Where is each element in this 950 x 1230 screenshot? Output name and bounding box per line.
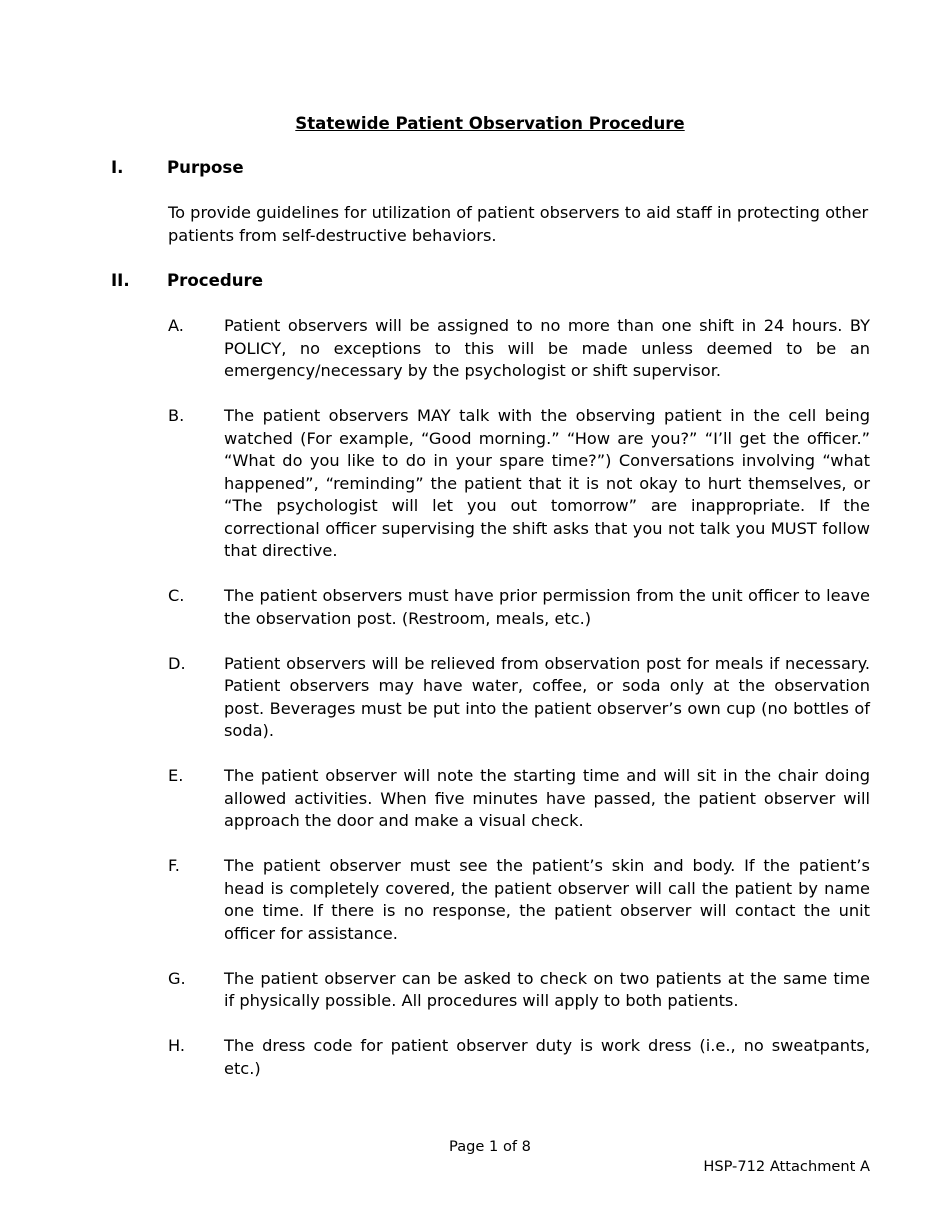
procedure-item-e <box>168 765 870 833</box>
procedure-item-h <box>168 1035 870 1080</box>
purpose-text: To provide guidelines for utilization of patient observers to aid staff in protecting other patients from self-destructive behaviors. <box>168 203 869 245</box>
section-procedure-number: II. <box>111 271 130 290</box>
procedure-item-d <box>168 653 870 743</box>
procedure-item-a <box>168 315 870 383</box>
procedure-item-b <box>168 405 870 563</box>
section-purpose-number: I. <box>111 158 124 177</box>
section-procedure-title: Procedure <box>167 271 263 290</box>
procedure-item-g <box>168 968 870 1013</box>
procedure-item-letter: C. <box>168 586 185 605</box>
procedure-item-text: Patient observers will be relieved from observation post for meals if necessary. Patient observers may have water, coffee, or soda only at the observation post. Beverages must be put into the patient observer’s own cup (no bottles of soda). <box>224 653 870 740</box>
procedure-item-letter: H. <box>168 1036 186 1055</box>
section-procedure-heading <box>111 270 263 293</box>
procedure-item-text: The patient observers MAY talk with the observing patient in the cell being watched (For example, “Good morning.” “How are you?” “I’ll get the officer.” “What do you like to do in your spare time?”) Conversations involving “what happened”, “reminding” the patient that it is not okay to hurt themselves, or “The psychologist will let you out tomorrow” are inappropriate. If the correctional officer supervising the shift asks that you not talk you MUST follow that directive. <box>224 406 870 560</box>
procedure-item-text: Patient observers will be assigned to no more than one shift in 24 hours. BY POLICY, no exceptions to this will be made unless deemed to be an emergency/necessary by the psychologist or shift supervisor. <box>224 316 870 380</box>
procedure-item-text: The dress code for patient observer duty is work dress (i.e., no sweatpants, etc.) <box>224 1036 870 1078</box>
procedure-item-letter: A. <box>168 316 184 335</box>
procedure-item-text: The patient observer will note the starting time and will sit in the chair doing allowed activities. When five minutes have passed, the patient observer will approach the door and make a visual check. <box>224 766 870 830</box>
document-title: Statewide Patient Observation Procedure <box>295 114 685 133</box>
procedure-item-c <box>168 585 870 630</box>
document-reference: HSP-712 Attachment A <box>703 1158 870 1175</box>
procedure-item-letter: B. <box>168 406 185 425</box>
procedure-list <box>168 315 870 1103</box>
procedure-item-letter: D. <box>168 653 186 673</box>
procedure-item-f <box>168 855 870 945</box>
procedure-item-text: The patient observer can be asked to check on two patients at the same time if physically possible. All procedures will apply to both patients. <box>224 968 870 1010</box>
section-purpose-heading <box>111 157 244 180</box>
procedure-item-letter: E. <box>168 766 184 785</box>
procedure-item-letter: G. <box>168 968 186 988</box>
procedure-item-text: The patient observer must see the patient’s skin and body. If the patient’s head is completely covered, the patient observer will call the patient by name one time. If there is no response, the patient observer will contact the unit officer for assistance. <box>224 856 870 943</box>
procedure-item-text: The patient observers must have prior permission from the unit officer to leave the observation post. (Restroom, meals, etc.) <box>224 586 870 628</box>
section-purpose-title: Purpose <box>167 158 244 177</box>
procedure-item-letter: F. <box>168 856 180 875</box>
page-number: Page 1 of 8 <box>449 1138 531 1155</box>
